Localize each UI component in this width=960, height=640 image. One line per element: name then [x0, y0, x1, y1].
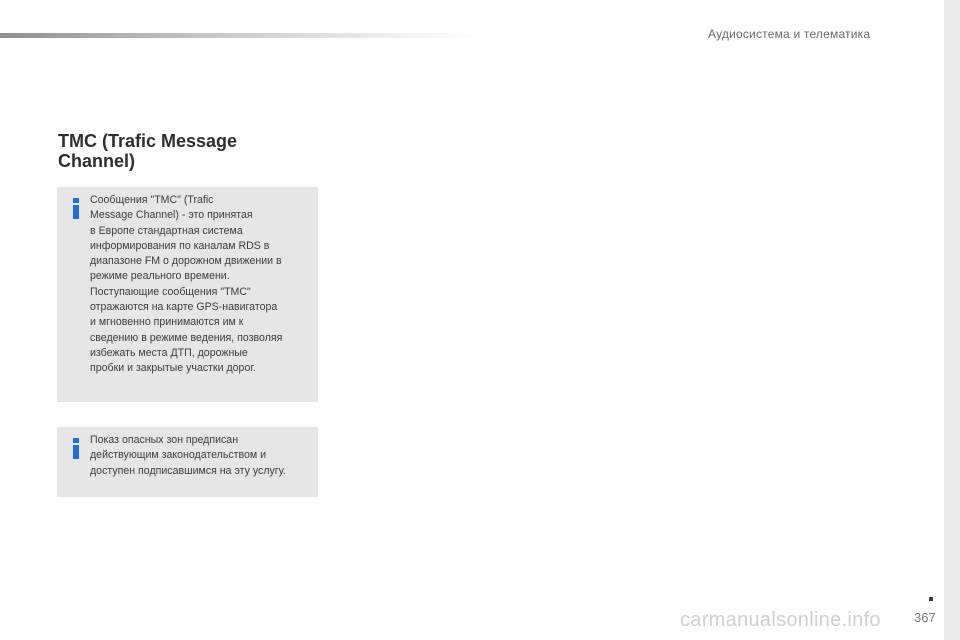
header-gradient-bar — [0, 33, 480, 38]
watermark: carmanualsonline.info — [680, 609, 881, 631]
info-box-danger-zones — [57, 427, 318, 497]
info-icon — [70, 198, 82, 219]
section-title: Аудиосистема и телематика — [708, 27, 871, 41]
page-title: TMC (Trafic Message Channel) — [58, 131, 238, 171]
info-icon — [70, 438, 82, 459]
info-box-tmc — [57, 187, 318, 402]
info-box-text: Показ опасных зон предписан действующим законодательством и доступен подписавшимся на эту услугу. — [90, 434, 286, 477]
page-marker — [929, 597, 933, 601]
page-number: 367 — [914, 610, 936, 625]
page-edge-strip — [944, 0, 960, 640]
info-box-text: Сообщения "TMC" (Trafic Message Channel) - это принятая в Европе стандартная система информирования по каналам RDS в диапазоне FM о дорожном движении в режиме реального времени. Поступающие сообщения "TMC" отражаются на карте GPS-навигатора и мгновенно принимаются им к сведению в режиме ведения, позволяя избежать места ДТП, дорожные пробки и закрытые участки дорог. — [90, 194, 283, 375]
